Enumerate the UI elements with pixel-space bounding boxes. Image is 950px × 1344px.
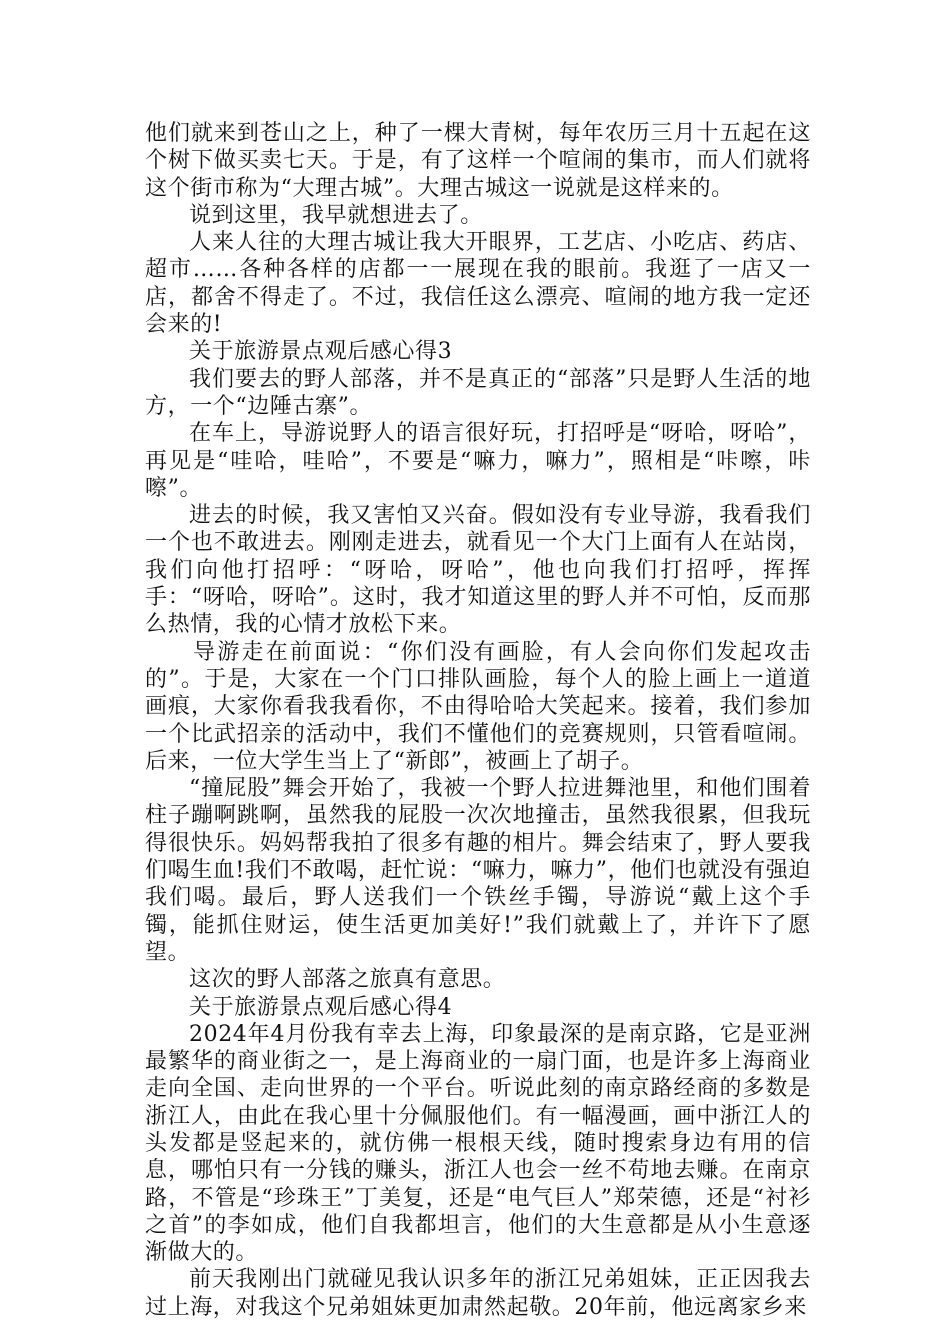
paragraph: 进去的时候，我又害怕又兴奋。假如没有专业导游，我看我们一个也不敢进去。刚刚走进去，就看见一个大门上面有人在站岗，我们向他打招呼：“呀哈，呀哈”，他也向我们打招呼，挥挥手：“呀哈，呀哈”。这时，我才知道这里的野人并不可怕，反而那么热情，我的心情才放松下来。: [145, 503, 811, 638]
paragraph: 这次的野人部落之旅真有意思。: [189, 967, 506, 993]
section-heading: 关于旅游景点观后感心得3: [189, 339, 453, 365]
paragraph: 他们就来到苍山之上，种了一棵大青树，每年农历三月十五起在这个树下做买卖七天。于是，有了这样一个喧闹的集市，而人们就将这个街市称为“大理古城”。大理古城这一说就是这样来的。: [145, 121, 811, 201]
paragraph: 导游走在前面说：“你们没有画脸，有人会向你们发起攻击的”。于是，大家在一个门口排队画脸，每个人的脸上画上一道道画痕，大家你看我我看你，不由得哈哈大笑起来。接着，我们参加一个比武招亲的活动中，我们不懂他们的竞赛规则，只管看喧闹。后来，一位大学生当上了“新郎”，被画上了胡子。: [145, 639, 811, 774]
paragraph: 我们要去的野人部落，并不是真正的“部落”只是野人生活的地方，一个“边陲古寨”。: [145, 366, 811, 419]
paragraph: 人来人往的大理古城让我大开眼界，工艺店、小吃店、药店、超市……各种各样的店都一一展现在我的眼前。我逛了一店又一店，都舍不得走了。不过，我信任这么漂亮、喧闹的地方我一定还会来的!: [145, 230, 811, 338]
paragraph: 在车上，导游说野人的语言很好玩，打招呼是“呀哈，呀哈”，再见是“哇哈，哇哈”，不要是“嘛力，嘛力”，照相是“咔嚓，咔嚓”。: [145, 421, 811, 501]
paragraph: 说到这里，我早就想进去了。: [189, 202, 483, 228]
document-body: [145, 120, 811, 1321]
paragraph: 2024年4月份我有幸去上海，印象最深的是南京路，它是亚洲最繁华的商业街之一，是上海商业的一扇门面，也是许多上海商业走向全国、走向世界的一个平台。听说此刻的南京路经商的多数是浙江人，由此在我心里十分佩服他们。有一幅漫画，画中浙江人的头发都是竖起来的，就仿佛一根根天线，随时搜索身边有用的信息，哪怕只有一分钱的赚头，浙江人也会一丝不苟地去赚。在南京路，不管是“珍珠王”丁美复，还是“电气巨人”郑荣德，还是“衬衫之首”的李如成，他们自我都坦言，他们的大生意都是从小生意逐渐做大的。: [145, 1021, 811, 1266]
paragraph: 前天我刚出门就碰见我认识多年的浙江兄弟姐妹，正正因我去过上海，对我这个兄弟姐妹更加肃然起敬。20年前，他远离家乡来: [145, 1267, 811, 1320]
section-heading: 关于旅游景点观后感心得4: [189, 994, 453, 1020]
paragraph: “撞屁股”舞会开始了，我被一个野人拉进舞池里，和他们围着柱子蹦啊跳啊，虽然我的屁股一次次地撞击，虽然我很累，但我玩得很快乐。妈妈帮我拍了很多有趣的相片。舞会结束了，野人要我们喝生血!我们不敢喝，赶忙说：“嘛力，嘛力”，他们也就没有强迫我们喝。最后，野人送我们一个铁丝手镯，导游说“戴上这个手镯，能抓住财运，使生活更加美好!”我们就戴上了，并许下了愿望。: [145, 776, 811, 965]
